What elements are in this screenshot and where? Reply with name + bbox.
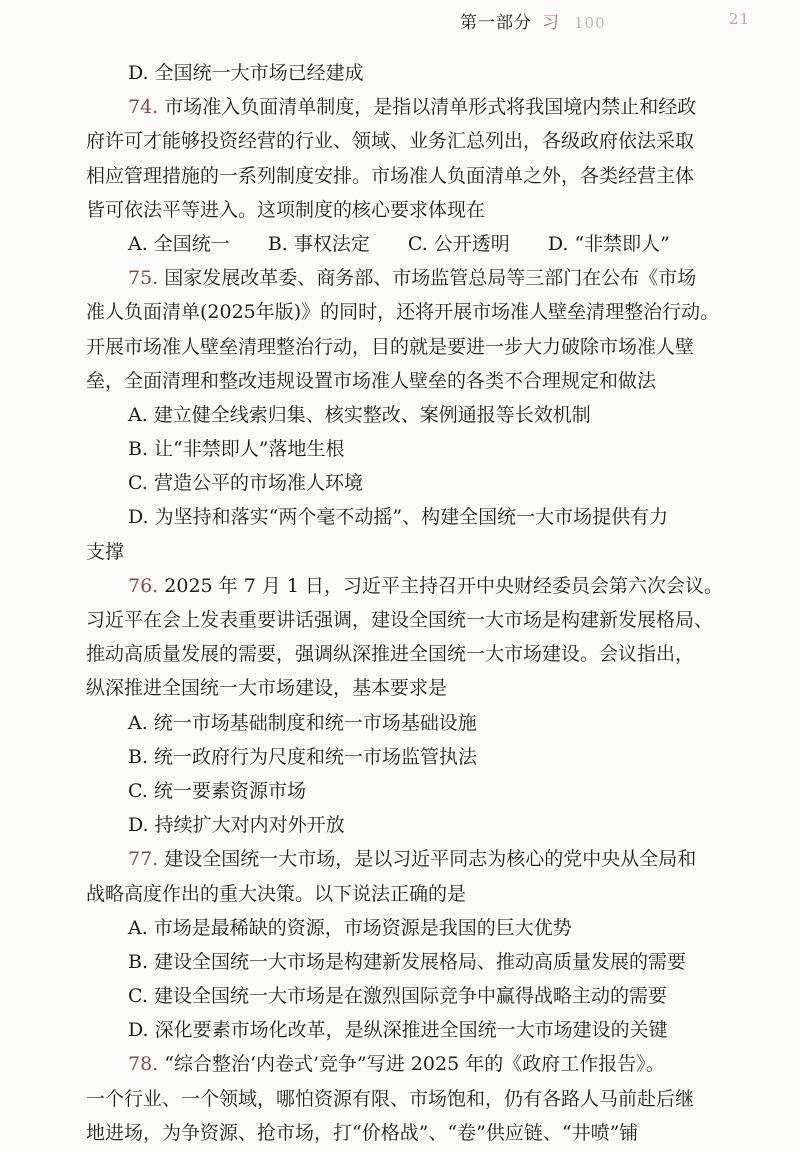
- question-text-line: 建设全国统一大市场，是以习近平同志为核心的党中央从全局和: [164, 848, 697, 871]
- option-a: A. 建立健全线索归集、核实整改、案例通报等长效机制: [128, 403, 591, 426]
- question-text-line: 市场准入负面清单制度，是指以清单形式将我国境内禁止和经政: [164, 96, 697, 119]
- option-b: B. 事权法定: [267, 232, 370, 255]
- question-text-line: 相应管理措施的一系列制度安排。市场准人负面清单之外，各类经营主体: [86, 164, 695, 187]
- option-a: A. 全国统一: [128, 232, 230, 255]
- option-c: C. 建设全国统一大市场是在激烈国际竞争中赢得战略主动的需要: [128, 985, 667, 1008]
- option-c: C. 营造公平的市场准人环境: [128, 472, 363, 495]
- option-b: B. 让“非禁即人”落地生根: [128, 438, 345, 461]
- question-number: 74.: [128, 96, 159, 119]
- option-a: A. 市场是最稀缺的资源，市场资源是我国的巨大优势: [128, 916, 572, 939]
- question-text-line: 纵深推进全国统一大市场建设，基本要求是: [86, 677, 448, 700]
- document-body: [86, 56, 776, 1150]
- question-text-line: 战略高度作出的重大决策。以下说法正确的是: [86, 882, 467, 905]
- question-78: [86, 1047, 776, 1150]
- option-d-continued: 支撑: [86, 540, 125, 563]
- header-faint-text: 100: [574, 14, 606, 32]
- question-text-line: 国家发展改革委、商务部、市场监管总局等三部门在公布《市场: [164, 267, 697, 290]
- question-text-line: 开展市场准人壁垒清理整治行动，目的就是要进一步大力破除市场准人壁: [86, 335, 695, 358]
- option-d: D. “非禁即人”: [547, 232, 670, 255]
- options-row: [86, 227, 776, 261]
- question-text-line: 一个行业、一个领域，哪怕资源有限、市场饱和，仍有各路人马前赴后继: [86, 1087, 695, 1110]
- question-number: 75.: [128, 267, 159, 290]
- question-text-line: 垒，全面清理和整改违规设置市场准人壁垒的各类不合理规定和做法: [86, 369, 657, 392]
- option-d: D. 深化要素市场化改革，是纵深推进全国统一大市场建设的关键: [128, 1019, 668, 1042]
- option-c: C. 公开透明: [407, 232, 510, 255]
- option-a: A. 统一市场基础制度和统一市场基础设施: [128, 711, 477, 734]
- option-c: C. 统一要素资源市场: [128, 779, 306, 802]
- question-74: [86, 90, 776, 261]
- question-text-line: 习近平在会上发表重要讲话强调，建设全国统一大市场是构建新发展格局、: [86, 609, 714, 631]
- question-number: 77.: [128, 848, 159, 871]
- question-text-line: 2025 年 7 月 1 日，习近平主持召开中央财经委员会第六次会议。: [164, 574, 723, 597]
- question-75: [86, 261, 776, 569]
- question-number: 76.: [128, 574, 159, 597]
- question-text-line: 皆可依法平等进入。这项制度的核心要求体现在: [86, 198, 486, 221]
- q73-option-d: D. 全国统一大市场已经建成: [128, 62, 364, 84]
- page-number: 21: [728, 10, 750, 28]
- question-76: [86, 569, 776, 843]
- question-text-line: 推动高质量发展的需要，强调纵深推进全国统一大市场建设。会议指出，: [86, 643, 695, 666]
- question-number: 78.: [128, 1053, 159, 1076]
- option-d: D. 为坚持和落实“两个毫不动摇”、构建全国统一大市场提供有力: [128, 506, 669, 529]
- option-b: B. 统一政府行为尺度和统一市场监管执法: [128, 745, 478, 768]
- header-mark: 习: [542, 13, 560, 33]
- question-text-line: 地进场，为争资源、抢市场，打“价格战”、“卷”供应链、“井喷”铺: [86, 1121, 639, 1144]
- option-b: B. 建设全国统一大市场是构建新发展格局、推动高质量发展的需要: [128, 950, 687, 973]
- page-header: [460, 8, 780, 38]
- question-77: [86, 842, 776, 1047]
- question-text-line: “综合整治‘内卷式’竞争”写进 2025 年的《政府工作报告》。: [164, 1053, 665, 1076]
- question-text-line: 准人负面清单(2025年版)》的同时，还将开展市场准人壁垒清理整治行动。: [86, 301, 720, 324]
- section-title: 第一部分: [460, 13, 532, 33]
- option-d: D. 持续扩大对内对外开放: [128, 814, 345, 837]
- question-text-line: 府许可才能够投资经营的行业、领域、业务汇总列出，各级政府依法采取: [86, 130, 695, 153]
